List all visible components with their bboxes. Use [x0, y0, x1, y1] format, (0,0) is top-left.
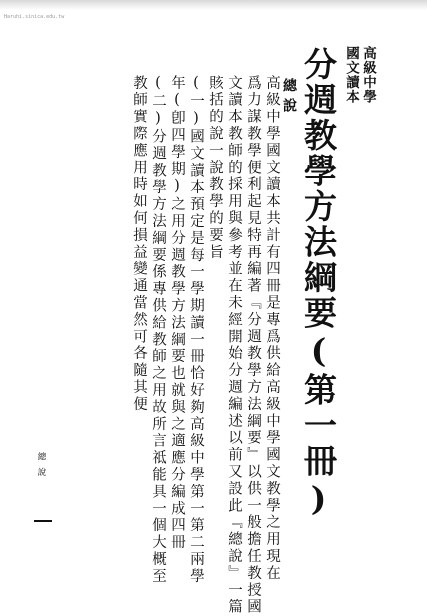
body-column: (一)國文讀本預定是每一學期讀一冊恰好夠高級中學第一第二兩學 — [188, 75, 204, 585]
volume-label: (第一冊) — [299, 331, 338, 521]
page-number — [34, 520, 52, 522]
series-line-1: 高級中學 — [360, 46, 376, 104]
body-column: 高級中學國文讀本共計有四冊是專爲供給高級中學國文教學之用現在 — [264, 75, 280, 582]
body-column: 年(卽四學期)之用分週教學方法綱要也就與之適應分編成四冊 — [169, 75, 185, 552]
book-title — [298, 47, 338, 521]
body-column: (二)分週教學方法綱要係專供給教師之用故所言祗能具一個大概至 — [150, 75, 166, 585]
page-edge-shadow — [0, 0, 427, 10]
body-column: 教師實際應用時如何損益變通當然可各隨其便 — [131, 75, 147, 413]
source-watermark: Haruhi.sinica.edu.tw — [4, 14, 65, 20]
running-footer: 總說 — [36, 452, 46, 483]
body-column: 文讀本教師的採用與參考並在未經開始分週編述以前又設此『總說』一篇 — [226, 75, 242, 616]
series-line-2: 國文讀本 — [343, 46, 359, 104]
book-title-text: 分週教學方法綱要 — [299, 47, 338, 331]
body-column: 賅括的說一說教學的要旨 — [207, 75, 223, 261]
body-column: 爲力謀教學便利起見特再編著『分週教學方法綱要』以供一般擔任教授國 — [245, 75, 261, 616]
section-title: 總說 — [281, 78, 297, 118]
